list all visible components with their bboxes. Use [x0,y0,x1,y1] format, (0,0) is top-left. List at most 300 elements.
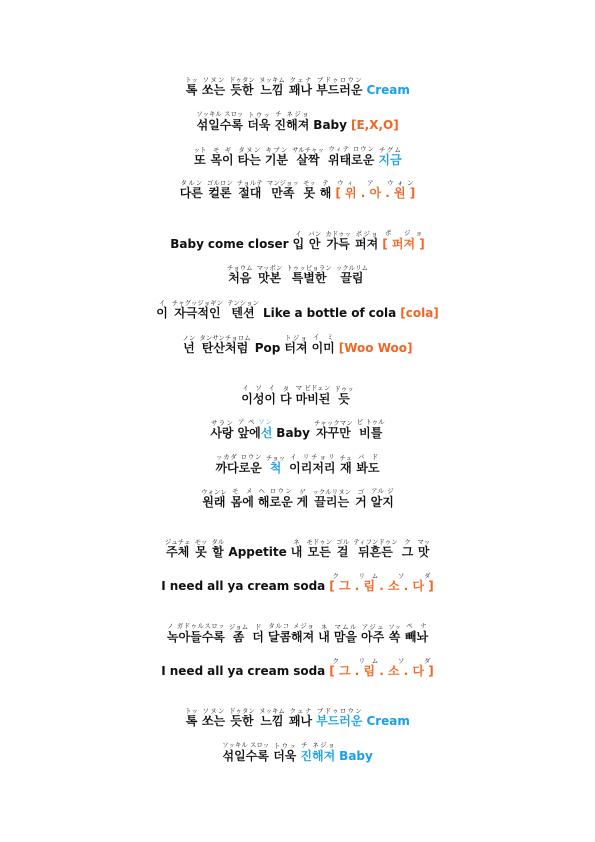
lyric-text: cream [247,579,290,593]
ruby-word [210,146,234,167]
ruby-word [355,230,379,251]
lyric-text: soda [293,579,326,593]
lyric-line [0,741,595,762]
lyric-text: 좀 [228,630,249,644]
ruby-word [211,538,225,559]
lyric-text: 못 [302,186,316,200]
katakana-reading: トッ [185,707,198,715]
katakana-reading: タヌン [237,146,261,154]
lyric-word [361,623,384,643]
lyric-word [308,230,321,250]
lyric-word [382,229,425,250]
lyric-text: all [207,579,224,593]
lyric-word [183,334,196,354]
katakana-reading: イ リチョリ [289,453,336,461]
katakana-reading: チャックマン [313,419,353,427]
lyric-text: [cola] [400,306,439,320]
lyric-text: 꽤나 [288,83,313,97]
lyric-text: 이리저리 [289,461,336,475]
katakana-reading: ゴル [336,538,350,546]
ruby-word [333,623,358,644]
lyric-word [316,76,362,96]
lyric-word [207,665,223,677]
lyric-word [329,572,433,592]
ruby-word [156,299,168,320]
katakana-reading: トゥッピョラン [286,264,332,272]
lyric-text: 또 [193,153,207,167]
lyric-word [296,384,331,405]
ruby-word [228,623,249,644]
lyric-word [273,742,296,762]
lyric-text: 특별한 [286,271,332,285]
ruby-word [258,707,285,728]
katakana-reading: トウッ [273,742,297,750]
ruby-word [288,707,313,728]
lyric-word [292,146,324,166]
katakana-part: ソン [258,418,273,426]
katakana-reading: トジョ [284,334,308,342]
lyric-text: 듯한 [229,83,255,97]
lyric-text: all [207,664,224,678]
ruby-word [319,179,332,200]
lyric-word [353,538,398,558]
katakana-reading: チ ネジョ [274,110,310,118]
lyric-word [170,665,203,677]
lyric-word [340,454,353,474]
katakana-reading: カドゥッ [325,230,352,238]
lyric-word [228,580,244,592]
lyric-word [293,230,305,250]
katakana-reading: マムル [333,623,358,631]
lyric-text: 까다로운 [215,461,262,475]
lyric-line [0,333,595,354]
lyric-text: come [207,237,244,251]
lyric-text: Baby [339,749,373,763]
lyric-text: 처음 [226,271,253,285]
lyric-text: 사랑 [210,426,234,440]
lyric-text: 재 [339,461,353,475]
lyric-word [211,538,224,558]
lyric-text: 맛 [417,545,431,559]
lyric-word [238,418,273,439]
lyric-line [0,657,595,677]
lyric-line [0,538,595,558]
lyric-text: 탄산처럼 [199,341,251,355]
ruby-word [226,264,253,285]
lyric-word [371,487,394,508]
katakana-reading: ドゥタン [229,707,255,715]
katakana-reading: タルン [179,179,203,187]
lyric-text: 봐도 [356,461,380,475]
katakana-reading: ティフンドゥン [353,538,398,546]
ruby-word [311,333,335,355]
katakana-reading: ックルリム [335,264,369,272]
lyric-word [255,342,281,354]
lyric-text: need [169,579,204,593]
lyric-word [306,538,332,558]
ruby-word [300,741,336,763]
lyric-word [156,299,168,319]
lyric-word [252,623,264,643]
ruby-word [355,488,367,509]
lyric-text: 부드러운 [316,714,363,728]
lyric-word [202,76,225,96]
lyric-text: ya [227,664,244,678]
lyric-text: 터져 [284,341,308,355]
lyric-word [247,111,270,131]
lyric-text: 살짝 [292,153,324,167]
lyric-text: [ 위 . 아 . 원 ] [335,186,416,200]
lyric-word [289,76,312,96]
katakana-reading: マンジョッ [266,179,299,187]
lyric-text: [Woo Woo] [338,341,413,355]
lyric-text: 못 [194,545,208,559]
lyric-text: I [161,664,166,678]
lyric-word [210,419,233,439]
katakana-reading: モギ [210,146,234,154]
katakana-reading: チグム [378,146,402,154]
lyric-word [227,264,253,284]
katakana-reading: ク リム ソ ダ [329,657,434,665]
katakana-reading: ドゥタン [229,76,255,84]
lyric-text: 텐션 [227,306,259,320]
lyric-word [300,741,335,762]
lyric-text: 타는 [237,153,261,167]
ruby-word [292,230,305,251]
katakana-reading: キブン [264,146,288,154]
lyric-line [0,707,595,727]
katakana-reading: バン [308,230,322,238]
ruby-word [265,454,286,475]
katakana-reading: トッ [185,76,198,84]
katakana-reading: ウィテ ロウン [327,145,375,153]
ruby-word [222,741,270,763]
katakana-reading: ネ [290,538,303,546]
lyric-word [286,264,331,284]
katakana-reading: タル [211,538,225,546]
lyric-word [318,623,330,643]
lyric-word [228,665,244,677]
lyric-text: 게 [296,495,309,509]
lyric-text: 지금 [378,153,402,167]
lyric-line [0,453,595,474]
ruby-word [199,334,251,355]
katakana-reading: ソッキル スロッ [222,741,270,749]
lyric-word [266,454,285,474]
ruby-word [201,76,226,97]
lyric-word [366,715,409,727]
ruby-word [210,419,234,440]
ruby-word [185,707,198,728]
lyric-line [0,76,595,96]
katakana-reading: タ [280,385,292,393]
ruby-word [339,454,353,475]
lyric-word [228,546,286,558]
ruby-word [361,623,385,644]
ruby-word [308,230,322,251]
ruby-word [267,622,315,644]
lyric-text: 거 [355,495,367,509]
lyric-word [185,76,198,96]
lyric-word [325,230,351,250]
katakana-reading: チャグッジョギン [171,299,224,307]
lyric-text: need [169,664,204,678]
lyric-text: 꽤나 [288,714,313,728]
lyric-text: 몸에 [230,495,254,509]
lyric-text: 안 [308,237,322,251]
ruby-word [284,334,308,355]
katakana-reading: タルコ メジョ [267,622,315,630]
ruby-word [302,179,316,200]
lyric-word [172,299,223,319]
lyric-word [247,580,289,592]
ruby-word [164,538,191,559]
lyric-word [257,264,283,284]
katakana-reading: イ ソ イ [241,384,277,392]
lyric-text: 더욱 [273,749,297,763]
ruby-word [201,488,227,509]
katakana-reading: ソッキル スロッ [196,110,244,118]
lyric-word [267,179,299,199]
ruby-word [229,76,255,97]
lyric-word [195,538,208,558]
lyric-line [0,299,595,319]
ruby-word [401,538,414,559]
lyric-word [314,419,353,439]
lyric-text: 끌림 [335,271,369,285]
lyric-text: 척 [265,461,286,475]
katakana-reading: ジョム [228,623,249,631]
lyric-word [268,622,314,643]
katakana-reading: ポ ジョ [382,229,425,237]
lyric-text: 달콤해져 [267,630,315,644]
ruby-word [237,418,273,440]
lyric-word [297,488,309,508]
lyric-word [207,179,233,199]
lyric-text: 모든 [306,545,333,559]
ruby-word [252,623,264,644]
lyric-text: 입 [292,237,305,251]
katakana-reading: モドゥン [306,538,333,546]
lyric-text: 해 [319,186,332,200]
ruby-word [306,538,333,559]
lyric-word [320,179,332,199]
ruby-word [256,264,283,285]
katakana-reading: ネ [318,623,330,631]
lyric-word [276,427,310,439]
lyric-word [291,538,303,558]
lyric-text: 할 [211,545,225,559]
ruby-word [378,146,402,167]
ruby-word [353,538,398,559]
katakana-reading: バ ド [356,453,380,461]
lyric-text: 진해져 [274,118,310,132]
lyric-text: 내 [318,630,330,644]
lyric-word [293,665,325,677]
katakana-reading: ウォンレ [201,488,227,496]
lyric-text: 다 [280,392,292,406]
lyric-text: 자꾸만 [313,426,353,440]
lyric-text: 비틀 [356,426,385,440]
lyric-word [388,623,401,643]
katakana-reading: サラン [210,419,234,427]
lyric-word [231,487,254,508]
ruby-word [236,179,263,200]
katakana-reading: チェ [339,454,353,462]
katakana-reading: ソヌン [201,707,226,715]
lyric-text: of [351,306,365,320]
lyric-word [241,384,276,405]
lyric-text: 아주 [361,630,385,644]
katakana-reading: ドゥッ [334,385,354,393]
ruby-word [185,76,198,97]
lyric-text: Cream [366,83,410,97]
lyric-text: 이미 [311,341,335,355]
ruby-word [329,657,434,678]
lyric-word [165,538,191,558]
lyric-word [378,146,401,166]
lyric-word [417,538,430,558]
ruby-word [329,572,434,593]
katakana-reading: ク リム ソ ダ [329,572,434,580]
lyric-line [0,622,595,643]
katakana-reading: ポジョ [355,230,379,238]
katakana-reading: ヌッキム [258,707,285,715]
ruby-word [370,487,394,509]
lyric-word [222,741,269,762]
lyric-word [351,119,399,131]
ruby-word [258,76,285,97]
lyric-word [202,707,225,727]
lyric-line [0,145,595,166]
lyric-word [334,385,353,405]
lyric-word [259,707,285,727]
lyric-text: 톡 [185,714,198,728]
ruby-word [171,299,224,320]
lyric-text: 내 [290,545,303,559]
lyric-text: 주체 [164,545,191,559]
lyric-text: I [161,579,166,593]
ruby-word [194,538,208,559]
katakana-reading: ソッ [388,623,401,631]
lyric-text: 걸 [336,545,350,559]
katakana-reading: テ [319,179,332,187]
lyric-word [207,580,223,592]
lyric-word [180,179,203,199]
lyric-word [210,146,233,166]
lyric-word [289,453,335,474]
lyric-word [229,76,255,96]
lyric-text: 절대 [236,186,263,200]
katakana-reading: ゴ [355,488,367,496]
lyric-text: 진해져 [300,749,336,763]
katakana-reading: ウィ ア ウォン [335,179,416,187]
lyric-text: 더욱 [247,118,271,132]
lyric-word [328,145,374,166]
lyric-word [405,622,428,643]
lyric-word [355,488,367,508]
katakana-reading: ックルリヌン [312,488,352,496]
katakana-reading: チョッ [265,454,286,462]
lyric-text: 이성이 [241,392,277,406]
ruby-word [196,110,244,132]
katakana-reading: ク [401,538,414,546]
katakana-reading: ゲ [296,488,309,496]
lyric-word [312,333,335,354]
katakana-reading: イ [156,299,168,307]
katakana-reading: イ ミ [311,333,335,341]
lyric-text: 쏘는 [201,83,226,97]
lyric-text: 끌리는 [312,495,352,509]
lyric-text: 목이 [210,153,234,167]
ruby-word [292,146,324,167]
ruby-word [229,707,255,728]
katakana-reading: イ [292,230,305,238]
lyric-word [329,657,433,677]
lyric-text: 빼놔 [404,630,429,644]
lyric-word [303,179,316,199]
lyric-text: 듯한 [229,714,255,728]
ruby-word [206,179,233,200]
lyric-text: cola [368,306,397,320]
ruby-word [257,487,293,509]
ruby-word [336,538,350,559]
katakana-reading: トウッ [247,111,271,119]
lyric-word [339,342,413,354]
lyric-text: 넌 [182,341,196,355]
lyric-word [355,230,378,250]
lyric-text: 가득 [325,237,352,251]
lyric-text: Cream [366,714,410,728]
ruby-word [296,488,309,509]
ruby-word [404,622,429,644]
lyric-word [369,307,397,319]
lyric-word [357,418,385,439]
ruby-word [316,707,363,728]
ruby-word [280,385,292,406]
lyric-text: cream [247,664,290,678]
lyric-text: [ 그 . 림 . 소 . 다 ] [329,664,434,678]
ruby-word [318,623,330,644]
lyric-text: 다른 [179,186,203,200]
lyric-word [336,264,368,284]
lyric-word [229,623,248,643]
lyric-text: 쏘는 [201,714,226,728]
lyric-text: 맛본 [256,271,283,285]
lyric-text: 맘을 [333,630,358,644]
lyric-word [336,538,349,558]
lyric-text: Like [262,306,291,320]
lyric-text: [ 그 . 림 . 소 . 다 ] [329,579,434,593]
lyric-word [402,538,414,558]
katakana-reading: ブドゥロウン [316,76,363,84]
lyric-text: 듯 [334,392,354,406]
lyric-word [313,119,347,131]
ruby-word [388,623,401,644]
ruby-word [382,229,425,251]
lyric-word [280,385,292,405]
lyric-text: 자극적인 [171,306,224,320]
katakana-reading: ゴルロン [206,179,233,187]
katakana-reading: モ メ [230,487,254,495]
lyric-line [0,384,595,405]
lyric-word [265,146,288,166]
lyric-text: 쏙 [388,630,401,644]
ruby-word [316,76,363,97]
lyric-text: 그 [401,545,414,559]
ruby-word [313,419,353,440]
ruby-word [325,230,352,251]
